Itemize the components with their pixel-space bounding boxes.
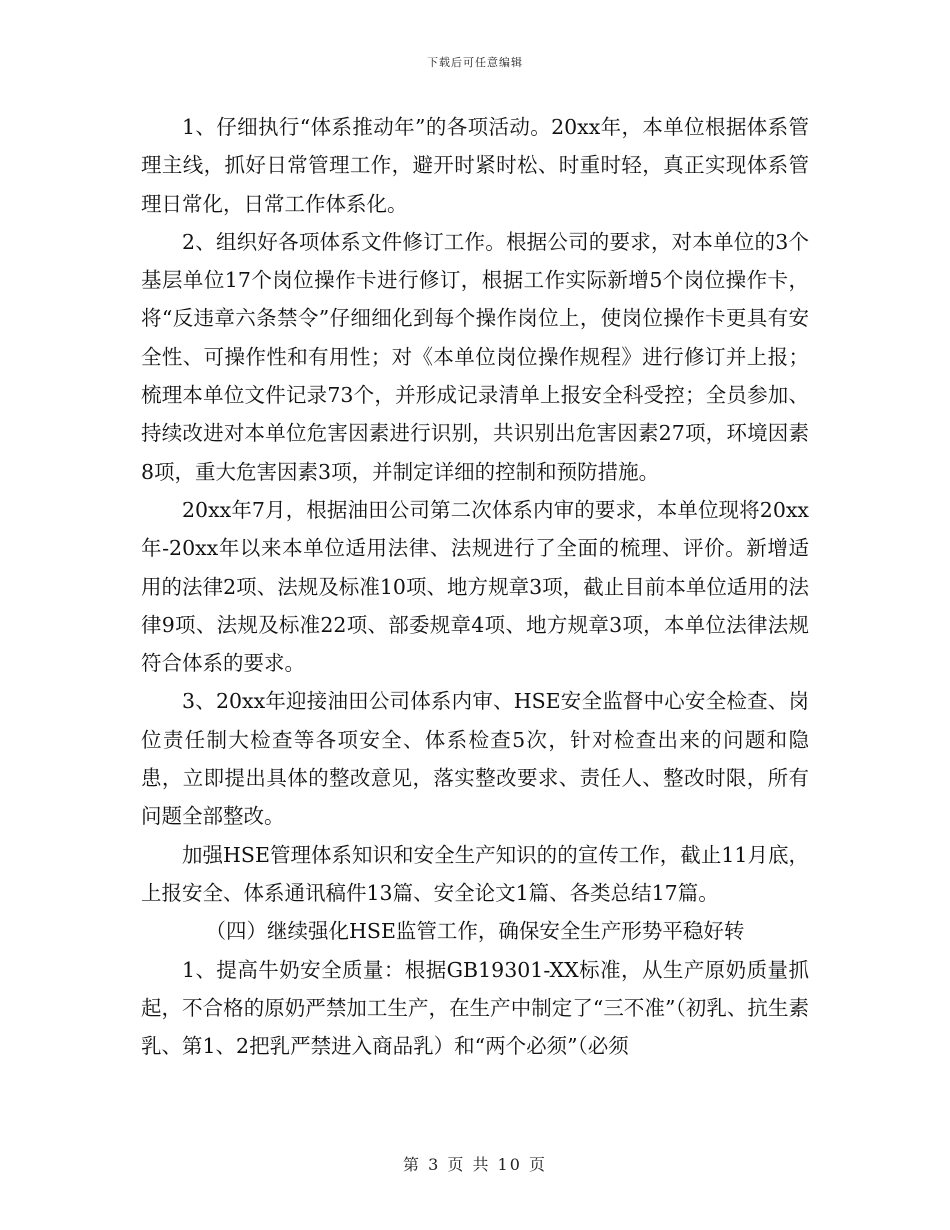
paragraph-item-3: 3、20xx年迎接油田公司体系内审、HSE安全监督中心安全检查、岗位责任制大检查等各项安全、体系检查5次，针对检查出来的问题和隐患，立即提出具体的整改意见，落实整改要求、责任人、整改时限，所有问题全部整改。 — [141, 689, 809, 829]
paragraph-item-1: 1、仔细执行“体系推动年”的各项活动。20xx年，本单位根据体系管理主线，抓好日常管理工作，避开时紧时松、时重时轻，真正实现体系管理日常化，日常工作体系化。 — [141, 115, 809, 216]
section-heading-4: （四）继续强化HSE监管工作，确保安全生产形势平稳好转 — [205, 919, 745, 944]
paragraph-milk-quality: 1、提高牛奶安全质量：根据GB19301-XX标准，从生产原奶质量抓起，不合格的原奶严禁加工生产，在生产中制定了“三不准”（初乳、抗生素乳、第1、2把乳严禁进入商品乳）和“两个必须”（必须 — [141, 957, 809, 1059]
page-number-footer: 第 3 页 共 10 页 — [403, 1155, 547, 1174]
paragraph-hse-publicity: 加强HSE管理体系知识和安全生产知识的的宣传工作，截止11月底，上报安全、体系通讯稿件13篇、安全论文1篇、各类总结17篇。 — [141, 842, 809, 905]
paragraph-item-2: 2、组织好各项体系文件修订工作。根据公司的要求，对本单位的3个基层单位17个岗位操作卡进行修订，根据工作实际新增5个岗位操作卡，将“反违章六条禁令”仔细细化到每个操作岗位上，使岗位操作卡更具有安全性、可操作性和有用性；对《本单位岗位操作规程》进行修订并上报；梳理本单位文件记录73个，并形成记录清单上报安全科受控；全员参加、持续改进对本单位危害因素进行识别，共识别出危害因素27项，环境因素8项，重大危害因素3项，并制定详细的控制和预防措施。 — [141, 229, 809, 484]
paragraph-legal-review: 20xx年7月，根据油田公司第二次体系内审的要求，本单位现将20xx年-20xx年以来本单位适用法律、法规进行了全面的梳理、评价。新增适用的法律2项、法规及标准10项、地方规章3项，截止目前本单位适用的法律9项、法规及标准22项、部委规章4项、地方规章3项，本单位法律法规符合体系的要求。 — [141, 497, 809, 676]
document-body — [141, 108, 809, 1065]
page-header: 下载后可任意编辑 — [427, 56, 523, 69]
